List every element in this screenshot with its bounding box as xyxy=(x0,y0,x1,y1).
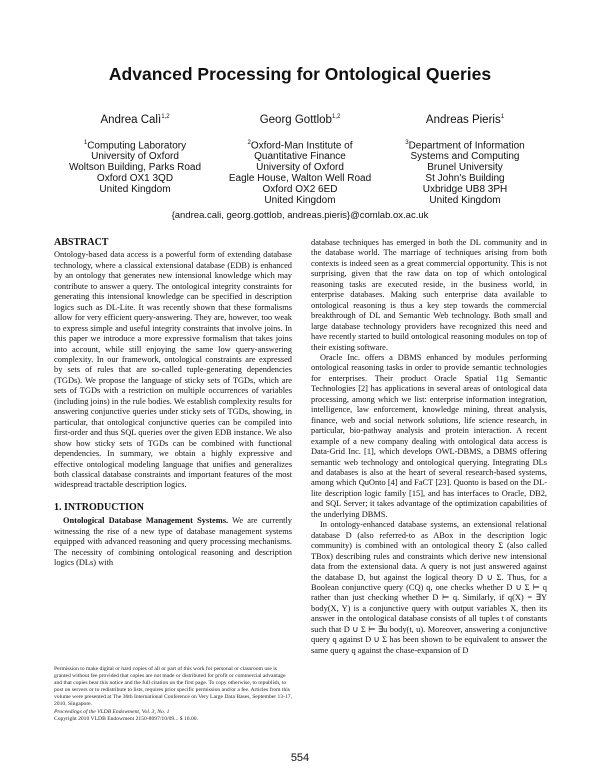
affiliation-line: Woltson Building, Parks Road xyxy=(68,162,202,174)
affiliation-line: Oxford OX1 3QD xyxy=(96,173,174,185)
intro-paragraph xyxy=(54,516,292,568)
affiliation-line: $^2$Oxford-Man Institute of xyxy=(247,139,353,152)
right-paragraph-1: database techniques has emerged in both the DL community and in the database world. The marriage of techniques arising from both contexts is indeed seen as a great commercial opportunity. This is not surprising, given that the raw data on top of which ontological reasoning tasks are executed reside, in the business world, in enterprise databases. Making such enterprise data available to ontological reasoning is thus a key step towards the commercial breakthrough of DL and Semantic Web technology. Both small and large database technology providers have recognized this need and have recently started to build ontological reasoning modules on top of their existing software. xyxy=(311,238,547,352)
author-block-2 xyxy=(219,112,381,206)
affiliation-line: Eagle House, Walton Well Road xyxy=(228,173,372,185)
affiliation-line: Systems and Computing xyxy=(410,151,520,163)
affiliation-line: $^1$Computing Laboratory xyxy=(83,139,187,152)
affiliation-line: $^3$Department of Information xyxy=(405,139,525,152)
author-block-1 xyxy=(54,112,216,195)
affiliation-line: United Kingdom xyxy=(99,184,171,196)
author-name: Andrea Calì$^{1,2}$ xyxy=(100,113,170,126)
affiliation-line: Quantitative Finance xyxy=(254,151,346,163)
permission-notice: Permission to make digital or hard copies of all or part of this work for personal or classroom use is granted without fee provided that copies are not made or distributed for profit or commercial advantage and that copies bear this notice and the full citation on the first page. To copy otherwise, to republish, to post on servers or to redistribute to lists, requires prior specific permission and/or a fee. Articles from this volume were presented at The 36th International Conference on Very Large Data Bases, September 13-17, 2010, Singapore. xyxy=(54,666,292,708)
right-column xyxy=(311,238,547,656)
copyright-footnote xyxy=(54,666,292,723)
proceedings-line: Proceedings of the VLDB Endowment, Vol. 3, No. 1 xyxy=(54,708,170,715)
affiliation-line: University of Oxford xyxy=(91,151,179,163)
intro-lead: Ontological Database Management Systems. xyxy=(63,516,229,526)
page-number: 554 xyxy=(290,752,310,764)
affiliation-line: St John's Building xyxy=(425,173,505,185)
abstract-heading: ABSTRACT xyxy=(54,237,109,248)
right-paragraph-2: Oracle Inc. offers a DBMS enhanced by modules performing ontological reasoning tasks in order to provide semantic technologies for enterprises. Their product Oracle Spatial 11g Semantic Technologies [2] has applications in several areas of ontological data processing, among which we list: enterprise information integration, intelligence, law enforcement, knowledge mining, threat analysis, finance, web and social network solutions, life science research, in particular, bio-pathway analysis and protein interaction. A recent example of a new company dealing with ontological data access is Data-Grid Inc. [1], which develops OWL-DBMS, a DBMS offering semantic web technology and ontological querying. Integrating DLs and databases is also at the heart of several research-based systems, among which QuOnto [4] and FaCT [23]. Quonto is based on the DL-lite description logic family [15], and has interfaces to Oracle, DB2, and SQL Server; it takes advantage of the optimization capabilities of the underlying DBMS. xyxy=(311,352,547,519)
author-name: Andreas Pieris$^1$ xyxy=(425,113,505,126)
paper-title: Advanced Processing for Ontological Queries xyxy=(108,64,492,84)
affiliation-line: Uxbridge UB8 3PH xyxy=(422,184,508,196)
right-paragraph-3: In ontology-enhanced database systems, an extensional relational database D (also referred-to as ABox in the description logic community) is combined with an ontological theory Σ (also called TBox) describing rules and constraints which derive new intensional data from the extensional data. A query is not just answered against the database D, but against the logical theory D ∪ Σ. Thus, for a Boolean conjunctive query (CQ) q, one checks whether D ∪ Σ ⊨ q rather than just checking whether D ⊨ q. Similarly, if q(X) = ∃Y body(X, Y) is a conjunctive query with output variables X, then its answer in the ontological database consists of all tuples t of constants such that D ∪ Σ ⊨ ∃u body(t, u). Moreover, answering a conjunctive query q against D ∪ Σ has been shown to be equivalent to answer the same query q against the chase-expansion of D xyxy=(311,520,547,655)
affiliation-line: United Kingdom xyxy=(429,195,501,207)
intro-text: We are currently witnessing the rise of a new type of database management systems equipped with advanced reasoning and query processing mechanisms. The necessity of combining ontological reasoning and description logics (DLs) with xyxy=(54,516,292,568)
author-block-3 xyxy=(384,112,546,206)
copyright-line: Copyright 2010 VLDB Endowment 2150-8097/10/09... $ 10.00. xyxy=(54,715,198,722)
affiliation-line: Oxford OX2 6ED xyxy=(262,184,338,196)
introduction-heading: 1. INTRODUCTION xyxy=(54,501,145,513)
left-column xyxy=(54,238,292,569)
abstract-text: Ontology-based data access is a powerful form of extending database technology, where a classical extensional database (EDB) is enhanced by an ontology that generates new intensional knowledge which may contribute to answer a query. The ontological integrity constraints for generating this intensional knowledge can be specified in description logics such as DL-Lite. It was recently shown that these formalisms allow for very efficient query-answering. They are, however, too weak to express simple and useful integrity constraints that involve joins. In this paper we introduce a more expressive formalism that takes joins into account, while still enjoying the same low query-answering complexity. In our framework, ontological constraints are expressed by sets of rules that are so-called tuple-generating dependencies (TGDs). We propose the language of sticky sets of TGDs, which are sets of TGDs with a restriction on multiple occurrences of variables (including joins) in the rule bodies. We establish complexity results for answering conjunctive queries under sticky sets of TGDs, showing, in particular, that ontological conjunctive queries can be compiled into first-order and thus SQL queries over the given EDB instance. We also show how sticky sets of TGDs can be combined with functional dependencies. In summary, we obtain a highly expressive and effective ontological modeling language that unifies and generalizes both classical database constraints and important features of the most widespread tractable description logics. xyxy=(54,250,292,490)
affiliation-line: University of Oxford xyxy=(256,162,344,174)
affiliation-line: Brunel University xyxy=(427,162,503,174)
author-name: Georg Gottlob$^{1,2}$ xyxy=(259,113,341,126)
affiliation-line: United Kingdom xyxy=(264,195,336,207)
author-emails: {andrea.cali, georg.gottlob, andreas.pieris}@comlab.ox.ac.uk xyxy=(171,210,429,221)
